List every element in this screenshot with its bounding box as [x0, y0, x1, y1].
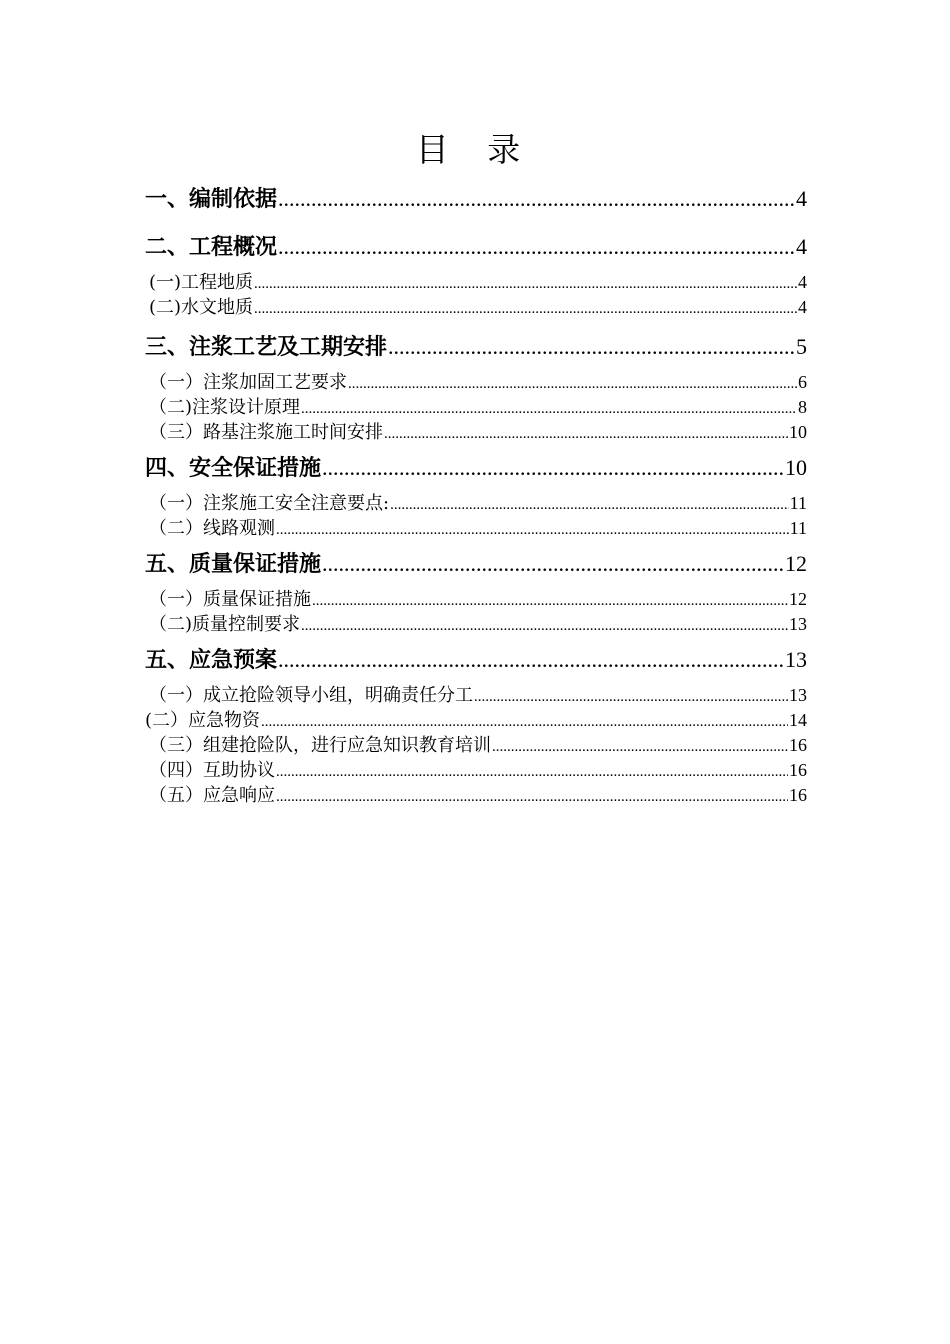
dot-leader — [301, 614, 788, 637]
toc-entry-page: 10 — [789, 422, 807, 442]
toc-entry-page: 4 — [798, 297, 807, 317]
dot-leader — [254, 297, 797, 320]
dot-leader — [390, 493, 789, 516]
toc-entry-page: 4 — [798, 272, 807, 292]
toc-subentry[interactable] — [145, 395, 807, 420]
dot-leader — [322, 451, 784, 485]
toc-entry-page: 13 — [785, 647, 807, 672]
dot-leader — [276, 760, 788, 783]
toc-subentry[interactable] — [145, 783, 807, 808]
dot-leader — [276, 785, 788, 808]
toc-entry-label: （二）线路观测 — [149, 518, 275, 539]
dot-leader — [278, 643, 784, 677]
toc-entry-label: （一）注浆加固工艺要求 — [149, 372, 347, 393]
toc-subentry[interactable] — [145, 587, 807, 612]
table-of-contents — [145, 182, 807, 808]
toc-entry-page: 10 — [785, 455, 807, 480]
toc-entry-label: (二）应急物资 — [145, 710, 261, 731]
dot-leader — [492, 735, 788, 758]
toc-subentry[interactable] — [145, 420, 807, 445]
dot-leader — [348, 372, 797, 395]
toc-subentry[interactable] — [145, 683, 807, 708]
toc-entry-page: 4 — [796, 186, 807, 211]
toc-subentry[interactable] — [145, 612, 807, 637]
toc-entry-page: 6 — [798, 372, 807, 392]
toc-entry[interactable] — [145, 230, 807, 264]
toc-subentry[interactable] — [145, 708, 807, 733]
dot-leader — [474, 685, 788, 708]
dot-leader — [254, 272, 797, 295]
toc-entry-page: 12 — [785, 551, 807, 576]
toc-entry-page: 13 — [789, 614, 807, 634]
toc-entry-label: 二、工程概况 — [145, 235, 278, 260]
toc-entry-label: （二)质量控制要求 — [149, 614, 301, 635]
dot-leader — [301, 397, 797, 420]
toc-entry-label: （一）成立抢险领导小组，明确责任分工 — [149, 685, 473, 706]
page-title: 目 录 — [415, 130, 535, 169]
toc-subentry[interactable] — [145, 516, 807, 541]
dot-leader — [322, 547, 784, 581]
toc-entry-label: （三）组建抢险队，进行应急知识教育培训 — [149, 735, 491, 756]
toc-entry-page: 16 — [789, 760, 807, 780]
toc-entry-page: 11 — [789, 493, 807, 513]
toc-entry-label: （三）路基注浆施工时间安排 — [149, 422, 383, 443]
toc-entry-page: 14 — [789, 710, 807, 730]
toc-entry-page: 5 — [796, 334, 807, 359]
toc-subentry[interactable] — [145, 491, 807, 516]
dot-leader — [312, 589, 788, 612]
toc-entry-label: 五、质量保证措施 — [145, 552, 322, 577]
toc-subentry[interactable] — [145, 733, 807, 758]
toc-entry-label: （五）应急响应 — [149, 785, 275, 806]
toc-subentry[interactable] — [145, 758, 807, 783]
toc-entry-page: 4 — [796, 234, 807, 259]
toc-entry-page: 12 — [789, 589, 807, 609]
toc-entry-page: 16 — [789, 785, 807, 805]
toc-entry[interactable] — [145, 330, 807, 364]
dot-leader — [384, 422, 788, 445]
toc-entry-label: (一)工程地质 — [149, 272, 254, 293]
toc-entry-label: (二)水文地质 — [149, 297, 254, 318]
toc-subentry[interactable] — [145, 370, 807, 395]
toc-subentry[interactable] — [145, 295, 807, 320]
dot-leader — [278, 230, 795, 264]
toc-entry[interactable] — [145, 643, 807, 677]
dot-leader — [261, 710, 788, 733]
toc-subentry[interactable] — [145, 270, 807, 295]
toc-entry-page: 8 — [798, 397, 807, 417]
dot-leader — [276, 518, 789, 541]
toc-entry[interactable] — [145, 182, 807, 216]
toc-entry-label: （二)注浆设计原理 — [149, 397, 301, 418]
toc-entry-label: （一）质量保证措施 — [149, 589, 311, 610]
toc-entry-label: 四、安全保证措施 — [145, 456, 322, 481]
toc-entry-label: 三、注浆工艺及工期安排 — [145, 335, 388, 360]
toc-entry-label: 一、编制依据 — [145, 187, 278, 212]
toc-entry[interactable] — [145, 451, 807, 485]
dot-leader — [278, 182, 795, 216]
toc-entry-page: 13 — [789, 685, 807, 705]
toc-entry-label: （一）注浆施工安全注意要点: — [149, 493, 390, 514]
dot-leader — [388, 330, 795, 364]
toc-entry-page: 16 — [789, 735, 807, 755]
toc-entry-label: 五、应急预案 — [145, 648, 278, 673]
toc-entry[interactable] — [145, 547, 807, 581]
toc-entry-page: 11 — [789, 518, 807, 538]
toc-entry-label: （四）互助协议 — [149, 760, 275, 781]
